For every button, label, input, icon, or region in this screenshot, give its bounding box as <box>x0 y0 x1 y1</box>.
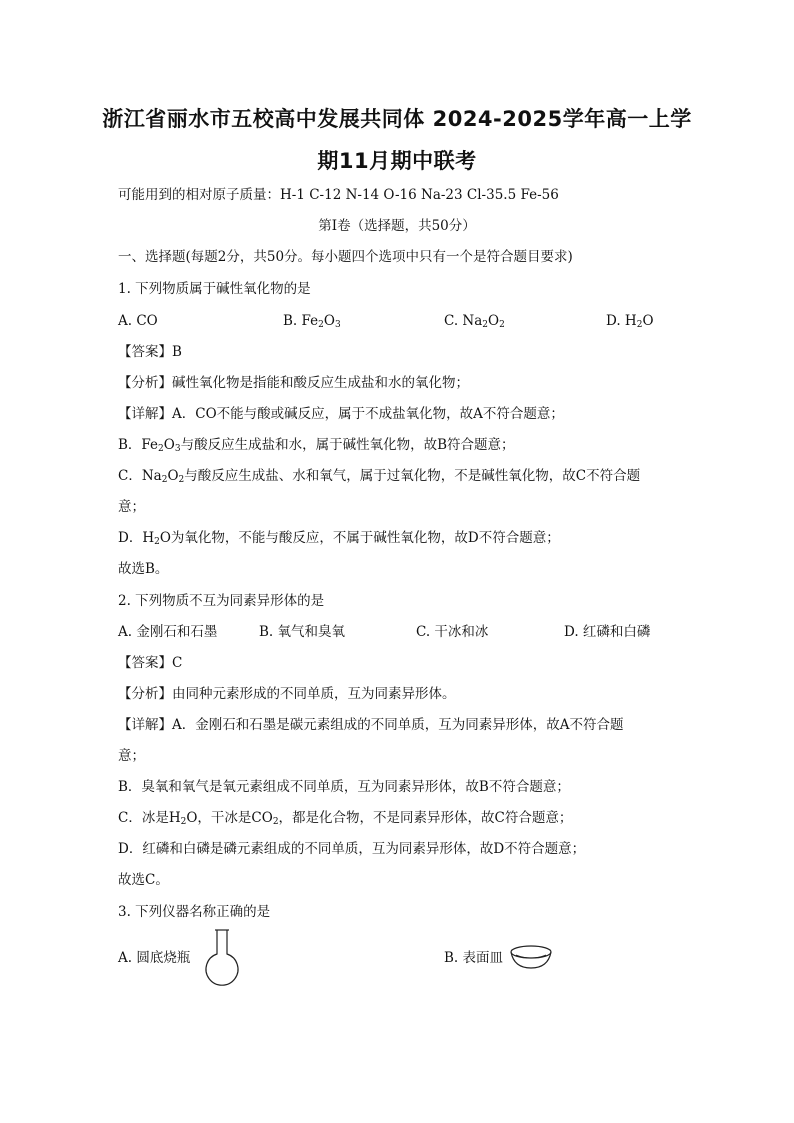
watch-glass-icon <box>508 942 554 972</box>
q1-option-b: B. $Fe_2O_3$ <box>283 313 341 330</box>
q2-answer: 【答案】C <box>118 655 183 671</box>
section-title: 第Ⅰ卷（选择题，共50分） <box>318 218 476 234</box>
q2-option-b: B. 氧气和臭氧 <box>259 624 346 640</box>
q3-stem: 3. 下列仪器名称正确的是 <box>118 904 271 920</box>
q1-conclusion: 故选B。 <box>118 561 169 577</box>
part-heading: 一、选择题(每题2分，共50分。每小题四个选项中只有一个是符合题目要求) <box>118 249 573 265</box>
exam-title-line2: 期11月期中联考 <box>317 149 477 173</box>
q2-detail-b: B．臭氧和氧气是氧元素组成不同单质，互为同素异形体，故B不符合题意； <box>118 779 570 795</box>
q1-detail-b: B．$Fe_2O_3$与酸反应生成盐和水，属于碱性氧化物，故B符合题意； <box>118 437 515 454</box>
q1-option-a: A. CO <box>118 313 158 329</box>
q1-detail-c: C．$Na_2O_2$与酸反应生成盐、水和氧气，属于过氧化物，不是碱性氧化物，故C不符合题 <box>118 468 641 485</box>
q2-detail-a-cont: 意； <box>118 748 145 764</box>
q1-detail-c-cont: 意； <box>118 499 145 515</box>
q2-detail-a: 【详解】A．金刚石和石墨是碳元素组成的不同单质，互为同素异形体，故A不符合题 <box>118 717 624 733</box>
q1-answer: 【答案】B <box>118 344 182 360</box>
q2-analysis: 【分析】由同种元素形成的不同单质，互为同素异形体。 <box>118 686 456 702</box>
q1-stem: 1. 下列物质属于碱性氧化物的是 <box>118 281 311 297</box>
q2-option-a: A. 金刚石和石墨 <box>118 624 218 640</box>
q2-option-d: D. 红磷和白磷 <box>564 624 651 640</box>
q2-stem: 2. 下列物质不互为同素异形体的是 <box>118 593 325 609</box>
q3-option-b: B. 表面皿 <box>444 950 504 966</box>
q1-detail-d: D．$H_2O$为氧化物，不能与酸反应，不属于碱性氧化物，故D不符合题意； <box>118 530 560 547</box>
atomic-masses: 可能用到的相对原子质量：H-1 C-12 N-14 O-16 Na-23 Cl-35.5 Fe-56 <box>118 187 559 203</box>
q1-analysis: 【分析】碱性氧化物是指能和酸反应生成盐和水的氧化物； <box>118 375 469 391</box>
q2-detail-c: C．冰是$H_2O$，干冰是$CO_2$，都是化合物，不是同素异形体，故C符合题意； <box>118 810 573 827</box>
q1-detail-a: 【详解】A．CO不能与酸或碱反应，属于不成盐氧化物，故A不符合题意； <box>118 406 564 422</box>
q2-option-c: C. 干冰和冰 <box>416 624 489 640</box>
q2-conclusion: 故选C。 <box>118 872 169 888</box>
q1-option-c: C. $Na_2O_2$ <box>444 313 505 330</box>
exam-title-line1: 浙江省丽水市五校高中发展共同体 2024-2025学年高一上学 <box>102 107 692 131</box>
round-bottom-flask-icon <box>200 928 244 990</box>
q2-detail-d: D．红磷和白磷是磷元素组成的不同单质，互为同素异形体，故D不符合题意； <box>118 841 586 857</box>
q1-option-d: D. $H_2O$ <box>606 313 654 330</box>
q3-option-a: A. 圆底烧瓶 <box>118 950 191 966</box>
